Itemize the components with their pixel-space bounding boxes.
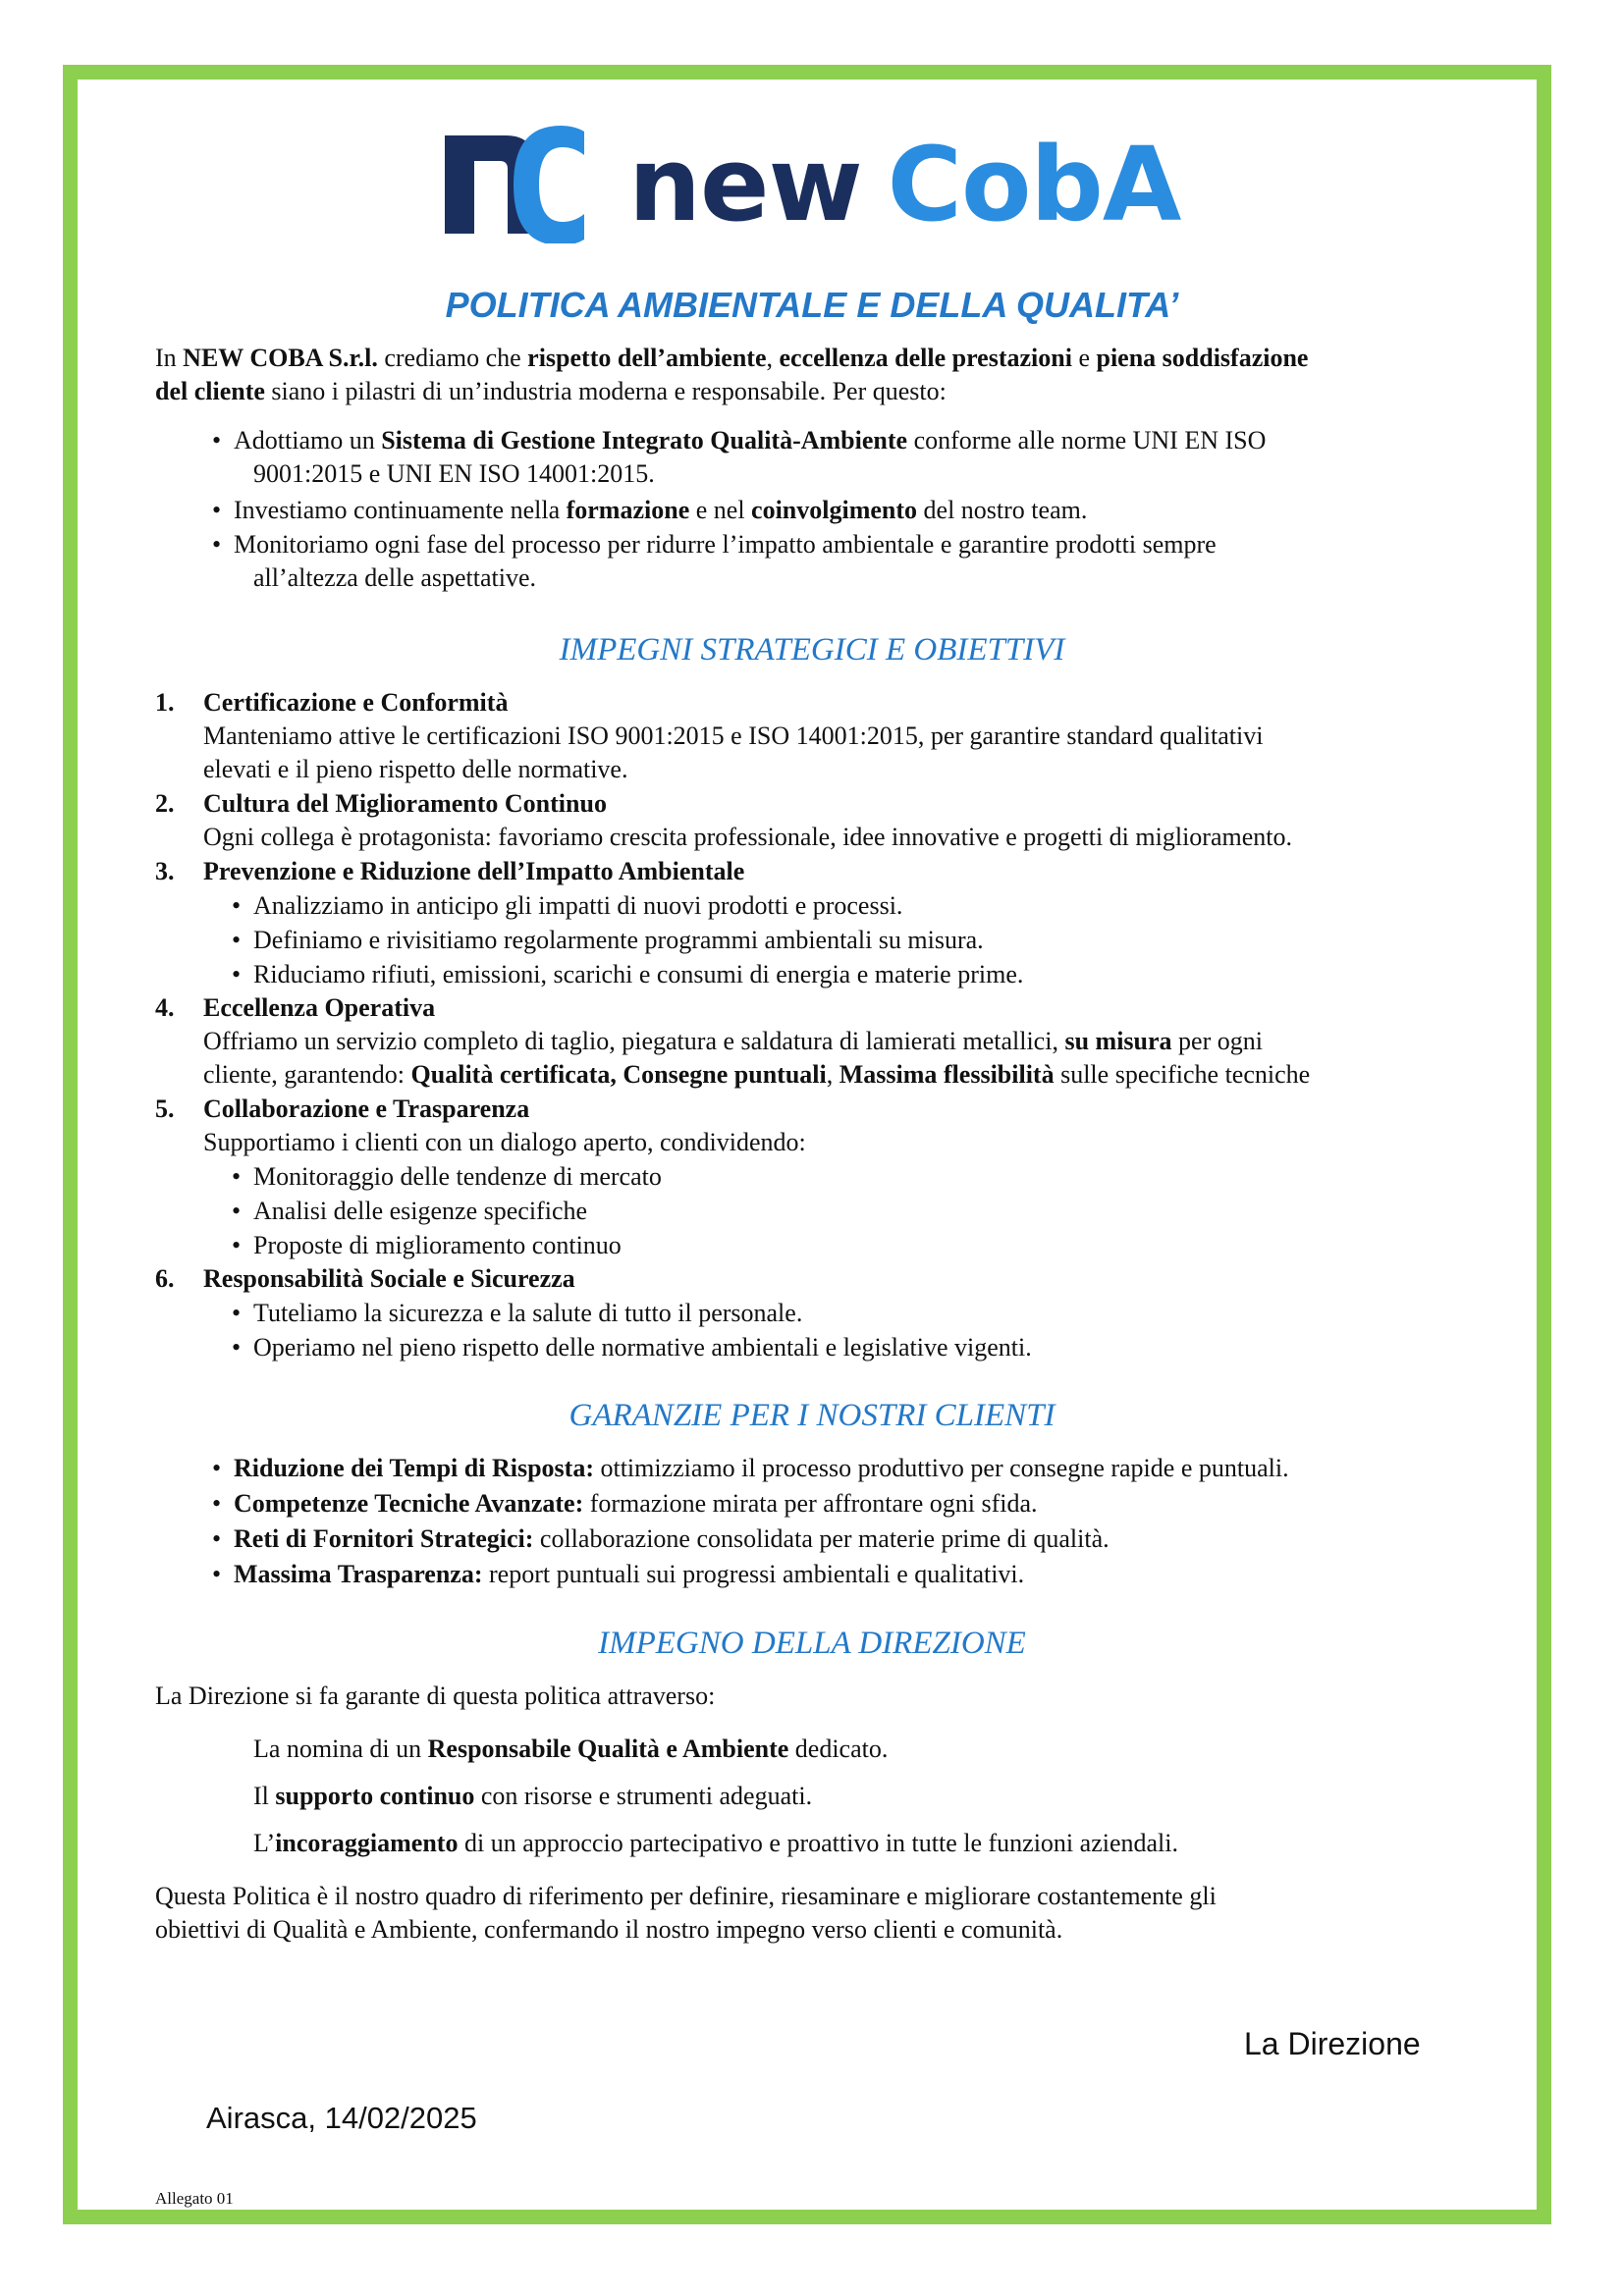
intro-bullet [234, 424, 1266, 491]
section-heading-impegni: IMPEGNI STRATEGICI E OBIETTIVI [559, 632, 1065, 667]
item-bold: Reti di Fornitori Strategici: [234, 1524, 534, 1553]
item-text: formazione mirata per affrontare ogni sfida. [583, 1489, 1038, 1518]
intro-text: e [1071, 344, 1097, 372]
item-title: Prevenzione e Riduzione dell’Impatto Ambientale [203, 857, 745, 885]
item-bold: Responsabile Qualità e Ambiente [427, 1735, 789, 1763]
item-text: Manteniamo attive le certificazioni ISO 9001:2015 e ISO 14001:2015, per garantire standard qualitativi [203, 721, 1264, 750]
logo-mark-icon [437, 126, 614, 243]
impegno-item-6 [203, 1262, 1519, 1296]
bullet-text: all’altezza delle aspettative. [253, 563, 536, 592]
intro-bold: del cliente [155, 377, 265, 405]
list-item [234, 1487, 1038, 1521]
intro-text: siano i pilastri di un’industria moderna e responsabile. Per questo: [264, 377, 947, 405]
section-heading-direzione: IMPEGNO DELLA DIREZIONE [598, 1626, 1026, 1661]
item-text: report puntuali sui progressi ambientali e qualitativi. [482, 1560, 1025, 1588]
list-item: • Operiamo nel pieno rispetto delle normative ambientali e legislative vigenti. [253, 1331, 1032, 1364]
bullet-bold: Sistema di Gestione Integrato Qualità-Ambiente [381, 426, 908, 454]
impegno-item-4 [203, 991, 1558, 1092]
intro-bold: eccellenza delle prestazioni [779, 344, 1072, 372]
intro-bullet [234, 528, 1217, 595]
intro-bold: piena soddisfazione [1096, 344, 1309, 372]
list-item [234, 1522, 1110, 1556]
direzione-line [253, 1827, 1178, 1860]
item-text: , [826, 1060, 839, 1089]
intro-text: crediamo che [377, 344, 528, 372]
item-number: 6. [155, 1264, 175, 1293]
logo-word-coba: CobA [887, 125, 1181, 244]
item-title: Collaborazione e Trasparenza [203, 1095, 530, 1123]
signature: La Direzione [1244, 2026, 1421, 2061]
direzione-line [253, 1733, 888, 1766]
list-item: • Tuteliamo la sicurezza e la salute di tutto il personale. [253, 1297, 802, 1330]
list-item: • Definiamo e rivisitiamo regolarmente programmi ambientali su misura. [253, 924, 984, 957]
logo-wordmark [628, 126, 1180, 243]
bullet-text: e nel [689, 496, 752, 524]
item-text: cliente, garantendo: [203, 1060, 411, 1089]
item-number: 3. [155, 857, 175, 885]
list-item: • Monitoraggio delle tendenze di mercato [253, 1160, 662, 1194]
item-title: Certificazione e Conformità [203, 688, 509, 717]
impegno-item-2 [203, 787, 1558, 854]
intro-text: , [766, 344, 780, 372]
impegno-item-1 [203, 686, 1519, 786]
impegno-item-5 [203, 1093, 1519, 1159]
item-text: La nomina di un [253, 1735, 428, 1763]
bullet-text: Adottiamo un [234, 426, 382, 454]
item-text: ottimizziamo il processo produttivo per consegne rapide e puntuali. [593, 1454, 1289, 1482]
item-bold: Massima Trasparenza: [234, 1560, 483, 1588]
item-text: collaborazione consolidata per materie prime di qualità. [533, 1524, 1110, 1553]
item-text: di un approccio partecipativo e proattivo in tutte le funzioni aziendali. [458, 1829, 1178, 1857]
bullet-text: conforme alle norme UNI EN ISO [907, 426, 1267, 454]
item-bold: Qualità certificata, Consegne puntuali [410, 1060, 827, 1089]
logo-word-new: new [628, 125, 862, 244]
list-item [234, 1452, 1289, 1485]
item-title: Eccellenza Operativa [203, 993, 436, 1022]
item-number: 5. [155, 1095, 175, 1123]
item-text: Supportiamo i clienti con un dialogo aperto, condividendo: [203, 1128, 806, 1156]
list-item [234, 1558, 1024, 1591]
item-number: 2. [155, 789, 175, 818]
item-text: sulle specifiche tecniche [1054, 1060, 1311, 1089]
footer-note: Allegato 01 [155, 2189, 234, 2208]
impegno-item-3 [203, 855, 1519, 888]
item-title: Responsabilità Sociale e Sicurezza [203, 1264, 575, 1293]
item-bold: su misura [1064, 1027, 1172, 1055]
item-bold: Competenze Tecniche Avanzate: [234, 1489, 584, 1518]
item-bold: supporto continuo [275, 1782, 475, 1810]
item-text: dedicato. [788, 1735, 889, 1763]
item-text: con risorse e strumenti adeguati. [474, 1782, 813, 1810]
item-title: Cultura del Miglioramento Continuo [203, 789, 607, 818]
place-date: Airasca, 14/02/2025 [206, 2101, 477, 2135]
company-logo [437, 126, 1222, 243]
item-bold: Massima flessibilità [839, 1060, 1055, 1089]
intro-paragraph [155, 342, 1510, 408]
item-text: Ogni collega è protagonista: favoriamo crescita professionale, idee innovative e progetti di miglioramento. [203, 823, 1292, 851]
intro-bold: rispetto dell’ambiente [527, 344, 767, 372]
closing-paragraph [155, 1880, 1510, 1947]
item-number: 1. [155, 688, 175, 717]
bullet-bold: coinvolgimento [751, 496, 918, 524]
document-title: POLITICA AMBIENTALE E DELLA QUALITA’ [445, 285, 1179, 325]
intro-bullet [234, 494, 1087, 527]
list-item: • Proposte di miglioramento continuo [253, 1229, 622, 1262]
item-text: Offriamo un servizio completo di taglio, piegatura e saldatura di lamierati metallici, [203, 1027, 1065, 1055]
list-item: • Analizziamo in anticipo gli impatti di nuovi prodotti e processi. [253, 889, 902, 923]
item-number: 4. [155, 993, 175, 1022]
item-text: Questa Politica è il nostro quadro di riferimento per definire, riesaminare e migliorare costantemente gli [155, 1882, 1217, 1910]
direzione-intro: La Direzione si fa garante di questa politica attraverso: [155, 1682, 716, 1710]
item-text: per ogni [1171, 1027, 1263, 1055]
list-item: • Analisi delle esigenze specifiche [253, 1195, 587, 1228]
item-bold: incoraggiamento [275, 1829, 459, 1857]
item-text: obiettivi di Qualità e Ambiente, confermando il nostro impegno verso clienti e comunità. [155, 1915, 1063, 1944]
item-text: Il [253, 1782, 276, 1810]
bullet-text: Investiamo continuamente nella [234, 496, 567, 524]
item-text: elevati e il pieno rispetto delle normative. [203, 755, 628, 783]
intro-text: In [155, 344, 184, 372]
bullet-bold: formazione [566, 496, 690, 524]
item-text: L’ [253, 1829, 276, 1857]
bullet-text: 9001:2015 e UNI EN ISO 14001:2015. [253, 459, 655, 488]
direzione-line [253, 1780, 812, 1813]
list-item: • Riduciamo rifiuti, emissioni, scarichi e consumi di energia e materie prime. [253, 958, 1023, 991]
company-name: NEW COBA S.r.l. [183, 344, 378, 372]
bullet-text: • Monitoriamo ogni fase del processo per ridurre l’impatto ambientale e garantire prodotti sempre [234, 530, 1217, 559]
item-bold: Riduzione dei Tempi di Risposta: [234, 1454, 594, 1482]
bullet-text: del nostro team. [917, 496, 1088, 524]
section-heading-garanzie: GARANZIE PER I NOSTRI CLIENTI [568, 1398, 1056, 1433]
